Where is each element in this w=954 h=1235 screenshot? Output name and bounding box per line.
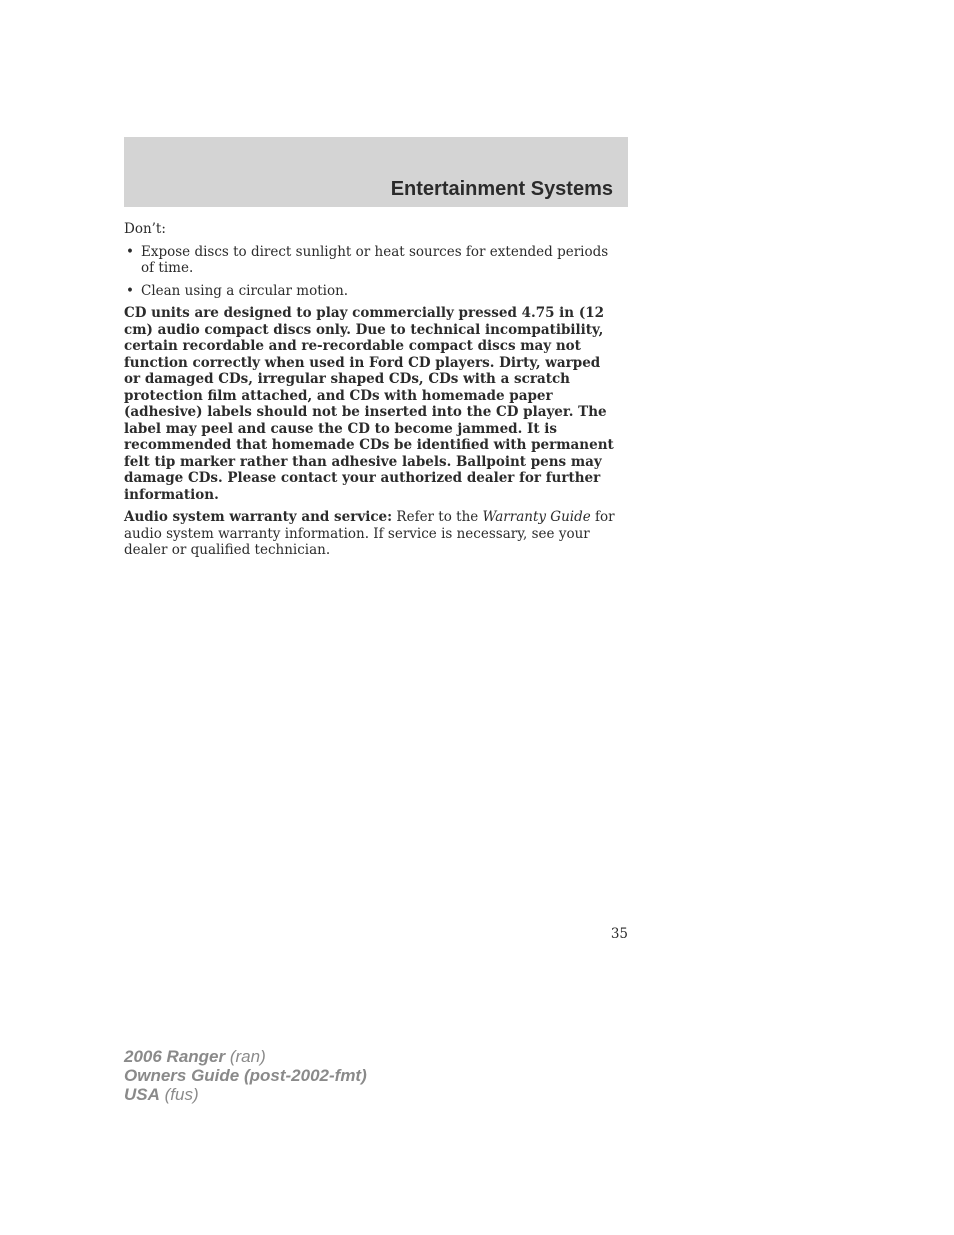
- footer-model: 2006 Ranger: [124, 1047, 226, 1066]
- page-body: [124, 221, 616, 559]
- bullet-icon: •: [126, 243, 134, 260]
- warranty-lead: Audio system warranty and service:: [124, 509, 393, 525]
- footer-guide: Owners Guide (post-2002-fmt): [124, 1066, 367, 1085]
- footer-line-guide: [124, 1066, 367, 1085]
- donts-intro: Don’t:: [124, 221, 166, 237]
- footer-line-model: [124, 1047, 367, 1066]
- list-item: [124, 283, 616, 300]
- list-item-text: Expose discs to direct sunlight or heat sources for extended periods of time.: [141, 243, 609, 276]
- document-footer: [124, 1047, 367, 1104]
- section-header-band: [124, 137, 628, 207]
- warranty-guide-title: Warranty Guide: [482, 509, 591, 525]
- footer-market: USA: [124, 1085, 160, 1104]
- warranty-text-before: Refer to the: [392, 509, 483, 525]
- section-title: Entertainment Systems: [390, 178, 613, 200]
- footer-model-code: (ran): [225, 1047, 266, 1066]
- list-item-text: Clean using a circular motion.: [141, 282, 349, 299]
- list-item: [124, 244, 616, 277]
- footer-line-market: [124, 1085, 367, 1104]
- page-number: 35: [610, 926, 628, 942]
- warranty-text-after: for audio system warranty information. If service is necessary, see your dealer or qualified technician.: [124, 509, 615, 558]
- footer-market-code: (fus): [159, 1085, 199, 1104]
- donts-list: [124, 244, 616, 300]
- bullet-icon: •: [126, 282, 134, 299]
- warranty-paragraph: [124, 509, 616, 559]
- cd-warning-paragraph: CD units are designed to play commercially pressed 4.75 in (12 cm) audio compact discs only. Due to technical incompatibility, certain recordable and re-recordable compact discs may not function correctly when used in Ford CD players. Dirty, warped or damaged CDs, irregular shaped CDs, CDs with a scratch protection film attached, and CDs with homemade paper (adhesive) labels should not be inserted into the CD player. The label may peel and cause the CD to become jammed. It is recommended that homemade CDs be identified with permanent felt tip marker rather than adhesive labels. Ballpoint pens may damage CDs. Please contact your authorized dealer for further information.: [124, 305, 614, 503]
